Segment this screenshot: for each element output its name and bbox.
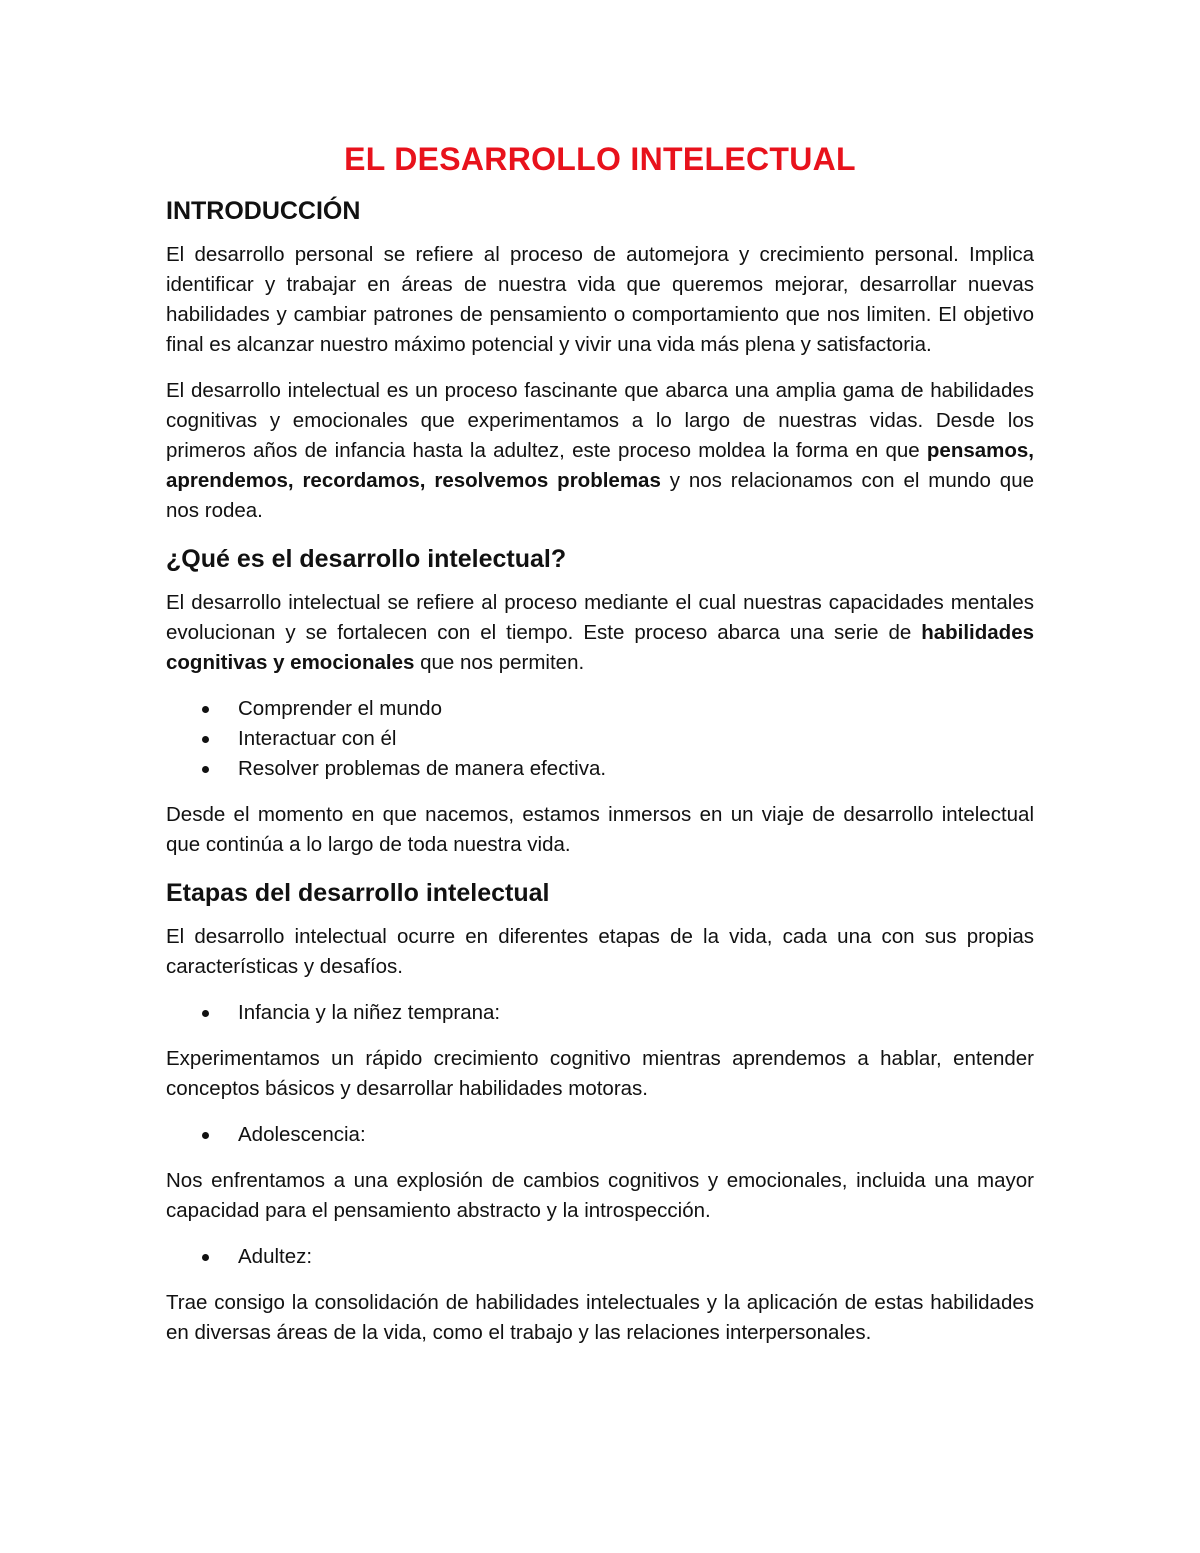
document-body [166,140,1034,1364]
what-paragraph-1-text-end: que nos permiten. [414,651,585,674]
intro-paragraph-2 [166,376,1034,526]
what-paragraph-2: Desde el momento en que nacemos, estamos inmersos en un viaje de desarrollo intelectual que continúa a lo largo de toda nuestra vida. [166,803,1034,856]
list-item [166,754,1034,784]
stage-list [166,1242,1034,1272]
what-paragraph-1 [166,588,1034,678]
stage-label-text: Adultez: [238,1245,313,1268]
bullet-icon [202,1132,209,1139]
bullet-icon [202,706,209,713]
list-item [166,694,1034,724]
what-heading: ¿Qué es el desarrollo intelectual? [166,545,567,573]
list-item-text: Comprender el mundo [238,697,442,720]
bullet-icon [202,1010,209,1017]
intro-paragraph-1: El desarrollo personal se refiere al proceso de automejora y crecimiento personal. Implica identificar y trabajar en áreas de nuestra vida que queremos mejorar, desarrollar nuevas habilidades y cambiar patrones de pensamiento o comportamiento que nos limiten. El objetivo final es alcanzar nuestro máximo potencial y vivir una vida más plena y satisfactoria. [166,243,1034,356]
list-item-text: Interactuar con él [238,727,397,750]
what-bullet-list [166,694,1034,784]
stage-text-adulthood: Trae consigo la consolidación de habilidades intelectuales y la aplicación de estas habilidades en diversas áreas de la vida, como el trabajo y las relaciones interpersonales. [166,1291,1034,1344]
stage-list [166,1120,1034,1150]
stage-list [166,998,1034,1028]
document-title: EL DESARROLLO INTELECTUAL [344,141,856,177]
stages-intro: El desarrollo intelectual ocurre en diferentes etapas de la vida, cada una con sus propias características y desafíos. [166,925,1034,978]
intro-paragraph-2-bold: pensamos, aprendemos, recordamos, resolvemos problemas [166,439,1034,492]
intro-paragraph-2-text-end: y nos relacionamos con el mundo que nos rodea. [166,469,1035,522]
what-paragraph-1-text: El desarrollo intelectual se refiere al proceso mediante el cual nuestras capacidades mentales evolucionan y se fortalecen con el tiempo. Este proceso abarca una serie de [166,591,1034,644]
stages-heading: Etapas del desarrollo intelectual [166,879,550,907]
stage-label-text: Adolescencia: [238,1123,366,1146]
stage-label-text: Infancia y la niñez temprana: [238,1001,501,1024]
list-item-text: Resolver problemas de manera efectiva. [238,757,607,780]
list-item [166,724,1034,754]
stage-label-infancy [166,998,1034,1028]
bullet-icon [202,1254,209,1261]
what-paragraph-1-bold: habilidades cognitivas y emocionales [166,621,1034,674]
bullet-icon [202,766,209,773]
intro-paragraph-2-text: El desarrollo intelectual es un proceso fascinante que abarca una amplia gama de habilidades cognitivas y emocionales que experimentamos a lo largo de nuestras vidas. Desde los primeros años de infancia hasta la adultez, este proceso moldea la forma en que [166,379,1034,462]
bullet-icon [202,736,209,743]
stage-text-adolescence: Nos enfrentamos a una explosión de cambios cognitivos y emocionales, incluida una mayor capacidad para el pensamiento abstracto y la introspección. [166,1169,1034,1222]
stage-text-infancy: Experimentamos un rápido crecimiento cognitivo mientras aprendemos a hablar, entender conceptos básicos y desarrollar habilidades motoras. [166,1047,1034,1100]
stage-label-adolescence [166,1120,1034,1150]
intro-heading: INTRODUCCIÓN [166,197,361,225]
stage-label-adulthood [166,1242,1034,1272]
